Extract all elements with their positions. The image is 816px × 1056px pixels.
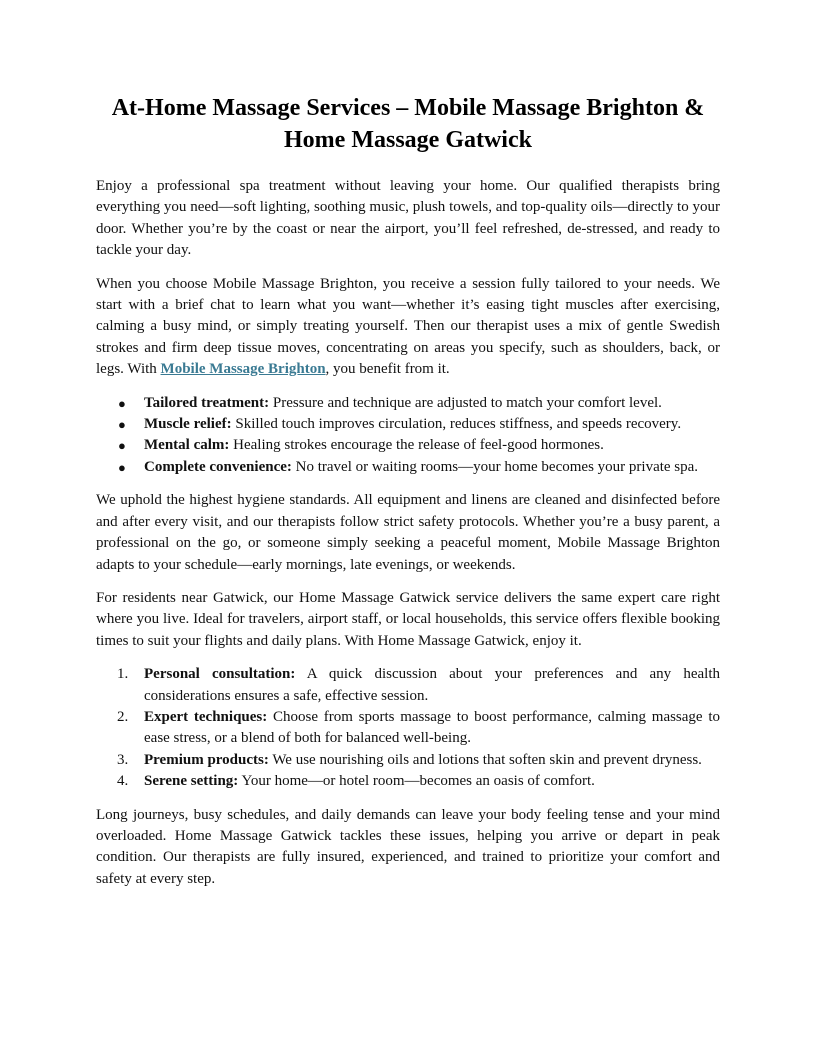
page-title: At-Home Massage Services – Mobile Massage Brighton & Home Massage Gatwick [111,95,705,153]
list-item [96,664,720,707]
list-item-label: Muscle relief: [144,416,232,433]
list-item [96,435,720,456]
list-item-text: Your home—or hotel room—becomes an oasis of comfort. [238,773,595,790]
list-item [96,771,720,792]
intro-paragraph: Enjoy a professional spa treatment without leaving your home. Our qualified therapists bring everything you need—soft lighting, soothing music, plush towels, and top-quality oils—directly to your door. Whether you’re by the coast or near the airport, you’ll feel refreshed, de-stressed, and ready to tackle your day. [96,178,720,259]
list-item-text: We use nourishing oils and lotions that soften skin and prevent dryness. [268,751,702,768]
list-item-label: Mental calm: [144,437,230,454]
bullet-icon: ● [118,417,126,433]
list-item-label: Personal consultation: [144,666,296,683]
hygiene-paragraph: We uphold the highest hygiene standards. All equipment and linens are cleaned and disinfected before and after every visit, and our therapists follow strict safety protocols. Whether you’re a busy parent, a professional on the go, or someone simply seeking a peaceful moment, Mobile Massage Brighton adapts to your schedule—early mornings, late evenings, or weekends. [96,492,720,573]
features-list [96,664,720,792]
list-item-text: A quick discussion about your preferences and any health considerations ensures a safe, effective session. [144,666,721,704]
list-item [96,750,720,771]
brighton-text-end: , you benefit from it. [325,361,450,378]
list-item-text: Pressure and technique are adjusted to match your comfort level. [269,394,662,411]
list-item-label: Complete convenience: [144,458,292,475]
list-item-label: Tailored treatment: [144,394,270,411]
benefits-list [96,393,720,479]
list-number: 4. [117,773,129,790]
list-item [96,707,720,750]
list-item-text: Healing strokes encourage the release of feel-good hormones. [229,437,604,454]
brighton-text: When you choose Mobile Massage Brighton, you receive a session fully tailored to your needs. We start with a brief chat to learn what you want—whether it’s easing tight muscles after exercising, calming a busy mind, or simply treating yourself. Then our therapist uses a mix of gentle Swedish strokes and firm deep tissue moves, concentrating on areas you specify, such as shoulders, back, or legs. With [96,275,720,378]
list-number: 1. [117,666,129,683]
bullet-icon: ● [118,459,126,475]
closing-paragraph: Long journeys, busy schedules, and daily demands can leave your body feeling tense and your mind overloaded. Home Massage Gatwick tackles these issues, helping you arrive or depart in peak condition. Our therapists are fully insured, experienced, and trained to prioritize your comfort and safety at every step. [96,806,720,887]
list-item-label: Expert techniques: [144,708,268,725]
list-item-label: Serene setting: [144,773,239,790]
list-item [96,393,720,414]
list-item-text: Skilled touch improves circulation, reduces stiffness, and speeds recovery. [231,416,682,433]
list-item [96,414,720,435]
bullet-icon: ● [118,395,126,411]
gatwick-paragraph: For residents near Gatwick, our Home Massage Gatwick service delivers the same expert care right where you live. Ideal for travelers, airport staff, or local households, this service offers flexible booking times to suit your flights and daily plans. With Home Massage Gatwick, enjoy it. [96,589,720,649]
mobile-massage-brighton-link[interactable]: Mobile Massage Brighton [160,361,326,378]
list-number: 3. [117,751,129,768]
list-number: 2. [117,708,129,725]
brighton-paragraph [96,274,720,381]
list-item-label: Premium products: [144,751,269,768]
list-item [96,457,720,478]
list-item-text: No travel or waiting rooms—your home becomes your private spa. [291,458,699,475]
bullet-icon: ● [118,438,126,454]
list-item-text: Choose from sports massage to boost performance, calming massage to ease stress, or a blend of both for balanced well-being. [144,708,720,747]
